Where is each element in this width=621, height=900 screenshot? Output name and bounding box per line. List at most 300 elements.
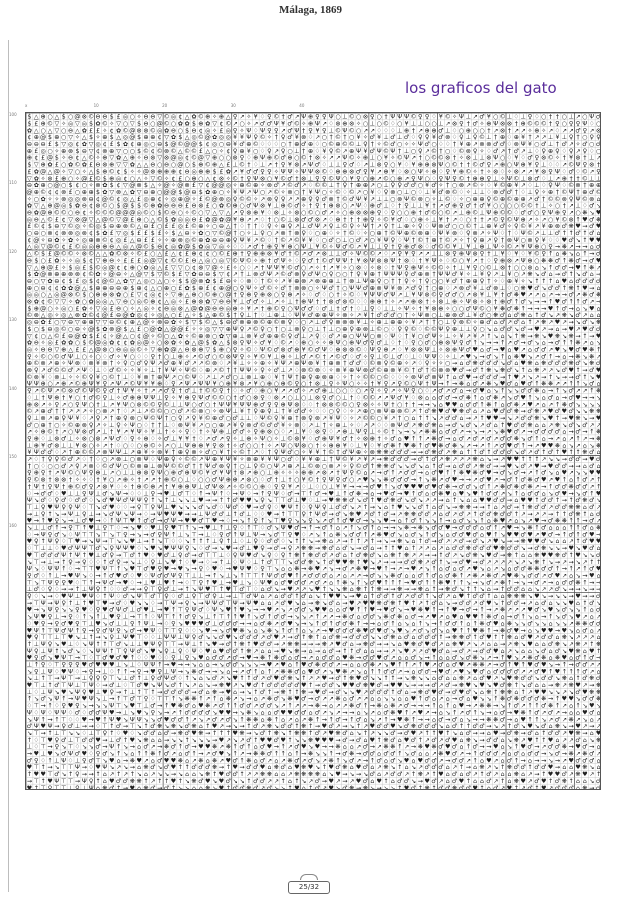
- svg-text:⊖: ⊖: [41, 285, 46, 292]
- svg-text:↗: ↗: [500, 456, 505, 463]
- svg-text:£: £: [144, 251, 148, 258]
- svg-text:♀: ♀: [589, 134, 594, 141]
- svg-text:♢: ♢: [246, 155, 252, 162]
- svg-text:⊗: ⊗: [123, 223, 128, 230]
- svg-text:©: ©: [349, 291, 355, 299]
- svg-text:†: †: [295, 415, 298, 422]
- svg-text:♢: ♢: [500, 168, 506, 175]
- svg-text:†: †: [343, 134, 346, 141]
- svg-text:⌂: ⌂: [411, 415, 415, 422]
- svg-text:○: ○: [130, 148, 135, 155]
- svg-text:♀: ♀: [596, 168, 601, 175]
- svg-text:♂: ♂: [178, 408, 184, 415]
- svg-text:⊕: ⊕: [521, 216, 526, 223]
- svg-text:⌂: ⌂: [521, 490, 525, 497]
- svg-text:↗: ↗: [308, 388, 313, 395]
- svg-text:⊗: ⊗: [342, 299, 347, 306]
- svg-text:£: £: [69, 244, 73, 251]
- svg-text:⊕: ⊕: [260, 388, 265, 395]
- svg-text:✧: ✧: [377, 216, 382, 223]
- svg-text:♢: ♢: [562, 168, 568, 175]
- svg-text:○: ○: [253, 148, 258, 155]
- svg-text:Ψ: Ψ: [246, 127, 251, 134]
- svg-text:♢: ♢: [253, 415, 259, 422]
- svg-text:©: ©: [205, 161, 211, 169]
- svg-text:▽: ▽: [54, 120, 59, 127]
- svg-text:$: $: [137, 148, 141, 155]
- svg-text:○: ○: [212, 422, 217, 429]
- svg-text:⌂: ⌂: [535, 422, 539, 429]
- svg-text:£: £: [130, 257, 134, 264]
- svg-text:△: △: [205, 312, 210, 319]
- svg-text:△: △: [185, 305, 190, 312]
- svg-text:¢: ¢: [34, 155, 38, 162]
- svg-text:✧: ✧: [479, 148, 484, 155]
- svg-text:↗: ↗: [95, 449, 100, 456]
- svg-text:↗: ↗: [329, 155, 334, 162]
- svg-text:○: ○: [47, 114, 52, 121]
- svg-text:⊥: ⊥: [541, 162, 546, 169]
- svg-text:♥: ♥: [520, 394, 526, 401]
- svg-text:⊗: ⊗: [315, 168, 320, 175]
- svg-text:♂: ♂: [232, 319, 238, 326]
- svg-text:¥: ¥: [247, 148, 251, 155]
- svg-text:↗: ↗: [596, 155, 601, 162]
- svg-text:❋: ❋: [582, 292, 587, 299]
- svg-text:©: ©: [33, 476, 39, 484]
- svg-text:✧: ✧: [239, 127, 244, 134]
- svg-text:▽: ▽: [205, 346, 210, 353]
- svg-text:¢: ¢: [158, 134, 162, 141]
- svg-text:©: ©: [321, 181, 327, 189]
- svg-text:✧: ✧: [404, 319, 409, 326]
- svg-text:♢: ♢: [198, 374, 204, 381]
- svg-text:♂: ♂: [164, 360, 170, 367]
- svg-text:⊥: ⊥: [390, 353, 395, 360]
- svg-text:⊗: ⊗: [555, 223, 560, 230]
- svg-text:♀: ♀: [260, 168, 265, 175]
- svg-text:⊕: ⊕: [233, 251, 238, 258]
- svg-text:♢: ♢: [116, 442, 122, 449]
- svg-text:$: $: [69, 182, 73, 189]
- svg-text:◎: ◎: [123, 244, 129, 251]
- svg-text:⊗: ⊗: [82, 251, 87, 258]
- svg-text:✧: ✧: [349, 422, 354, 429]
- svg-text:†: †: [426, 381, 429, 388]
- svg-text:©: ©: [307, 366, 313, 374]
- svg-text:♀: ♀: [439, 175, 444, 182]
- svg-text:♀: ♀: [391, 237, 396, 244]
- svg-text:⊥: ⊥: [376, 244, 381, 251]
- svg-text:✧: ✧: [329, 189, 334, 196]
- svg-text:⊕: ⊕: [260, 257, 265, 264]
- svg-text:↗: ↗: [274, 442, 279, 449]
- svg-text:◎: ◎: [150, 264, 156, 271]
- svg-text:Ψ: Ψ: [377, 292, 382, 299]
- svg-text:♂: ♂: [486, 490, 492, 497]
- svg-text:♢: ♢: [116, 483, 122, 490]
- svg-text:○: ○: [507, 162, 512, 169]
- svg-text:Ψ: Ψ: [240, 189, 245, 196]
- svg-text:↗: ↗: [390, 381, 395, 388]
- svg-text:✧: ✧: [431, 360, 436, 367]
- svg-text:♂: ♂: [445, 408, 451, 415]
- svg-text:↗: ↗: [459, 353, 464, 360]
- svg-text:♢: ♢: [507, 141, 513, 148]
- svg-text:¢: ¢: [55, 285, 59, 292]
- svg-text:✧: ✧: [233, 264, 238, 271]
- svg-text:♢: ♢: [198, 435, 204, 442]
- svg-text:©: ©: [479, 133, 485, 141]
- svg-text:⊥: ⊥: [472, 271, 477, 278]
- svg-text:Ψ: Ψ: [246, 367, 251, 374]
- svg-text:⊥: ⊥: [438, 312, 443, 319]
- svg-text:†: †: [227, 367, 230, 374]
- svg-text:⊗: ⊗: [294, 271, 299, 278]
- svg-text:$: $: [199, 312, 203, 319]
- svg-text:$: $: [110, 134, 114, 141]
- svg-text:♢: ♢: [253, 346, 259, 353]
- svg-text:♥: ♥: [466, 470, 472, 477]
- svg-text:♢: ♢: [411, 257, 417, 264]
- svg-text:Ψ: Ψ: [192, 470, 197, 477]
- svg-text:⌂: ⌂: [542, 388, 546, 395]
- svg-text:↗: ↗: [493, 271, 498, 278]
- svg-text:⊕: ⊕: [116, 223, 121, 230]
- svg-text:⊕: ⊕: [370, 203, 375, 210]
- svg-text:⌂: ⌂: [576, 305, 580, 312]
- svg-text:♢: ♢: [370, 442, 376, 449]
- svg-text:£: £: [82, 346, 86, 353]
- svg-text:↗: ↗: [322, 223, 327, 230]
- svg-text:£: £: [48, 141, 52, 148]
- svg-text:¢: ¢: [219, 120, 223, 127]
- svg-text:Ψ: Ψ: [192, 483, 197, 490]
- svg-text:@: @: [177, 161, 183, 169]
- svg-text:⊕: ⊕: [363, 216, 368, 223]
- svg-text:↘: ↘: [431, 401, 436, 408]
- svg-text:©: ©: [211, 393, 217, 401]
- svg-text:⊥: ⊥: [34, 504, 39, 511]
- svg-text:⊥: ⊥: [171, 490, 176, 497]
- svg-text:⊗: ⊗: [493, 285, 498, 292]
- svg-text:○: ○: [157, 223, 162, 230]
- svg-text:♂: ♂: [575, 360, 581, 367]
- svg-text:⊕: ⊕: [246, 319, 251, 326]
- svg-text:♀: ♀: [308, 127, 313, 134]
- svg-text:○: ○: [34, 326, 39, 333]
- svg-text:✧: ✧: [260, 182, 265, 189]
- svg-text:†: †: [467, 162, 470, 169]
- svg-text:○: ○: [479, 326, 484, 333]
- svg-text:↑: ↑: [431, 463, 436, 470]
- svg-text:↑: ↑: [562, 257, 567, 264]
- svg-text:©: ©: [582, 174, 588, 182]
- svg-text:†: †: [419, 257, 422, 264]
- svg-text:○: ○: [212, 148, 217, 155]
- svg-text:♀: ♀: [192, 394, 197, 401]
- svg-text:→: →: [569, 374, 574, 381]
- svg-text:⊗: ⊗: [68, 271, 73, 278]
- svg-text:⊗: ⊗: [246, 477, 251, 484]
- svg-text:✧: ✧: [383, 435, 388, 442]
- svg-text:©: ©: [410, 113, 416, 121]
- svg-text:▽: ▽: [116, 299, 121, 306]
- svg-text:¥: ¥: [281, 244, 285, 251]
- svg-text:○: ○: [438, 319, 443, 326]
- svg-text:❋: ❋: [548, 381, 553, 388]
- svg-text:⊖: ⊖: [150, 114, 155, 121]
- svg-text:©: ©: [314, 352, 320, 360]
- svg-text:♀: ♀: [384, 244, 389, 251]
- svg-text:♥: ♥: [527, 285, 533, 292]
- svg-text:♂: ♂: [534, 477, 540, 484]
- svg-text:♂: ♂: [507, 477, 513, 484]
- svg-text:↗: ↗: [329, 353, 334, 360]
- svg-text:♂: ♂: [568, 168, 574, 175]
- svg-text:♂: ♂: [349, 360, 355, 367]
- svg-text:↘: ↘: [548, 312, 553, 319]
- svg-text:⊗: ⊗: [54, 435, 59, 442]
- svg-text:→: →: [411, 477, 416, 484]
- svg-text:♀: ♀: [247, 175, 252, 182]
- svg-text:↘: ↘: [486, 456, 491, 463]
- svg-text:⊗: ⊗: [329, 299, 334, 306]
- svg-text:⊕: ⊕: [281, 223, 286, 230]
- svg-text:↘: ↘: [582, 360, 587, 367]
- svg-text:⊕: ⊕: [452, 299, 457, 306]
- svg-text:▽: ▽: [61, 299, 66, 306]
- svg-text:¥: ¥: [178, 435, 182, 442]
- svg-text:↑: ↑: [575, 285, 580, 292]
- svg-text:⊗: ⊗: [82, 429, 87, 436]
- svg-text:⊗: ⊗: [47, 230, 52, 237]
- svg-text:⊕: ⊕: [322, 435, 327, 442]
- svg-text:↗: ↗: [541, 134, 546, 141]
- svg-text:↘: ↘: [596, 203, 601, 210]
- svg-text:✧: ✧: [191, 326, 196, 333]
- svg-text:♢: ♢: [260, 216, 266, 223]
- svg-text:↗: ↗: [281, 127, 286, 134]
- svg-text:♂: ♂: [308, 257, 314, 264]
- svg-text:→: →: [479, 429, 484, 436]
- svg-text:○: ○: [150, 251, 155, 258]
- svg-text:Ψ: Ψ: [164, 374, 169, 381]
- svg-text:♥: ♥: [507, 442, 513, 449]
- svg-text:↗: ↗: [582, 435, 587, 442]
- svg-text:♂: ♂: [527, 209, 533, 216]
- svg-text:↑: ↑: [521, 442, 526, 449]
- svg-text:↗: ↗: [493, 483, 498, 490]
- svg-text:†: †: [151, 374, 154, 381]
- svg-text:✿: ✿: [34, 299, 39, 306]
- svg-text:♂: ♂: [198, 401, 204, 408]
- svg-text:↑: ↑: [562, 340, 567, 347]
- svg-text:¢: ¢: [206, 182, 210, 189]
- svg-text:○: ○: [47, 182, 52, 189]
- svg-text:Ψ: Ψ: [356, 429, 361, 436]
- svg-text:↗: ↗: [445, 120, 450, 127]
- svg-text:Ψ: Ψ: [301, 360, 306, 367]
- svg-text:→: →: [418, 449, 423, 456]
- svg-text:↗: ↗: [473, 463, 478, 470]
- svg-text:⊥: ⊥: [328, 305, 333, 312]
- svg-text:♀: ♀: [473, 237, 478, 244]
- svg-text:♂: ♂: [404, 477, 410, 484]
- svg-text:⊕: ⊕: [102, 168, 107, 175]
- svg-text:▽: ▽: [61, 141, 66, 148]
- svg-text:⊕: ⊕: [212, 162, 217, 169]
- svg-text:£: £: [27, 168, 31, 175]
- svg-text:†: †: [446, 182, 449, 189]
- svg-text:©: ©: [198, 133, 204, 141]
- svg-text:Ψ: Ψ: [576, 196, 581, 203]
- svg-text:©: ©: [40, 188, 46, 196]
- svg-text:¥: ¥: [233, 456, 237, 463]
- svg-text:©: ©: [143, 482, 149, 490]
- svg-text:✿: ✿: [54, 237, 59, 244]
- svg-text:→: →: [569, 463, 574, 470]
- svg-text:○: ○: [267, 326, 272, 333]
- svg-text:○: ○: [157, 340, 162, 347]
- svg-text:↗: ↗: [582, 340, 587, 347]
- svg-text:Ψ: Ψ: [109, 435, 114, 442]
- svg-text:↗: ↗: [575, 148, 580, 155]
- svg-text:○: ○: [40, 292, 45, 299]
- svg-text:↗: ↗: [54, 388, 59, 395]
- svg-text:¥: ¥: [542, 223, 546, 230]
- svg-text:❋: ❋: [431, 435, 436, 442]
- svg-text:○: ○: [541, 244, 546, 251]
- svg-text:↗: ↗: [507, 319, 512, 326]
- svg-text:©: ©: [246, 345, 252, 353]
- svg-text:♂: ♂: [500, 189, 506, 196]
- svg-text:✧: ✧: [527, 127, 532, 134]
- svg-text:△: △: [137, 175, 142, 182]
- svg-text:⊕: ⊕: [342, 429, 347, 436]
- svg-text:¥: ¥: [501, 251, 505, 258]
- svg-text:†: †: [117, 374, 120, 381]
- svg-text:©: ©: [95, 387, 101, 395]
- svg-text:♂: ♂: [527, 340, 533, 347]
- svg-text:♂: ♂: [596, 326, 601, 333]
- svg-text:⊕: ⊕: [479, 196, 484, 203]
- svg-text:↗: ↗: [452, 216, 457, 223]
- svg-text:→: →: [541, 374, 546, 381]
- svg-text:✧: ✧: [459, 196, 464, 203]
- svg-text:♀: ♀: [541, 148, 546, 155]
- svg-text:↗: ↗: [514, 244, 519, 251]
- svg-text:✧: ✧: [253, 340, 258, 347]
- svg-text:○: ○: [459, 127, 464, 134]
- svg-text:⊕: ⊕: [377, 230, 382, 237]
- svg-text:♥: ♥: [459, 490, 465, 497]
- svg-text:→: →: [541, 463, 546, 470]
- svg-text:⊥: ⊥: [212, 374, 217, 381]
- svg-text:✧: ✧: [212, 127, 217, 134]
- svg-text:♂: ♂: [376, 340, 382, 347]
- svg-text:†: †: [371, 312, 374, 319]
- svg-text:†: †: [158, 367, 161, 374]
- svg-text:♢: ♢: [267, 209, 273, 216]
- svg-text:⊕: ⊕: [329, 278, 334, 285]
- svg-text:⌂: ⌂: [597, 305, 601, 312]
- svg-text:✿: ✿: [198, 230, 203, 237]
- svg-text:⊕: ⊕: [95, 292, 100, 299]
- svg-text:○: ○: [226, 346, 231, 353]
- svg-text:↘: ↘: [507, 394, 512, 401]
- svg-text:⊥: ⊥: [239, 435, 244, 442]
- svg-text:▽: ▽: [75, 120, 80, 127]
- svg-text:Ψ: Ψ: [89, 388, 94, 395]
- svg-text:↗: ↗: [281, 278, 286, 285]
- svg-text:✿: ✿: [123, 141, 128, 148]
- svg-text:↗: ↗: [575, 292, 580, 299]
- svg-text:▽: ▽: [157, 155, 162, 162]
- svg-text:†: †: [275, 326, 278, 333]
- svg-text:♀: ♀: [411, 340, 416, 347]
- svg-text:⌂: ⌂: [494, 422, 498, 429]
- svg-text:⊗: ⊗: [315, 278, 320, 285]
- svg-text:○: ○: [308, 326, 313, 333]
- svg-text:⊕: ⊕: [287, 155, 292, 162]
- svg-text:©: ©: [335, 126, 341, 134]
- svg-text:†: †: [316, 442, 319, 449]
- svg-text:○: ○: [397, 312, 402, 319]
- svg-text:✧: ✧: [82, 326, 87, 333]
- svg-text:♂: ♂: [527, 415, 533, 422]
- svg-text:♥: ♥: [514, 346, 520, 353]
- svg-text:£: £: [151, 223, 155, 230]
- svg-text:©: ©: [431, 154, 437, 162]
- svg-text:©: ©: [541, 119, 547, 127]
- svg-text:⌂: ⌂: [576, 251, 580, 258]
- svg-text:†: †: [350, 394, 353, 401]
- svg-text:♂: ♂: [376, 312, 382, 319]
- svg-text:❋: ❋: [582, 209, 587, 216]
- svg-text:▽: ▽: [27, 264, 32, 271]
- svg-text:○: ○: [562, 114, 567, 121]
- svg-text:◎: ◎: [226, 305, 232, 312]
- svg-text:♢: ♢: [534, 148, 540, 155]
- svg-text:Ψ: Ψ: [315, 271, 320, 278]
- svg-text:¢: ¢: [96, 148, 100, 155]
- svg-text:△: △: [96, 216, 101, 223]
- svg-text:¥: ¥: [219, 456, 223, 463]
- svg-text:⊗: ⊗: [61, 230, 66, 237]
- svg-text:♂: ♂: [589, 463, 595, 470]
- svg-text:⊕: ⊕: [294, 346, 299, 353]
- svg-text:♂: ♂: [390, 134, 396, 141]
- svg-text:↗: ↗: [438, 415, 443, 422]
- svg-text:⊗: ⊗: [150, 155, 155, 162]
- svg-text:○: ○: [61, 127, 66, 134]
- svg-text:✿: ✿: [95, 271, 100, 278]
- svg-text:⊗: ⊗: [390, 422, 395, 429]
- svg-text:↗: ↗: [493, 442, 498, 449]
- svg-text:◎: ◎: [75, 264, 81, 271]
- svg-text:£: £: [62, 333, 66, 340]
- svg-text:⊥: ⊥: [486, 292, 491, 299]
- svg-text:⊕: ⊕: [41, 408, 46, 415]
- svg-text:⊥: ⊥: [253, 230, 258, 237]
- svg-text:↗: ↗: [541, 216, 546, 223]
- svg-text:⊖: ⊖: [185, 346, 190, 353]
- svg-text:$: $: [110, 182, 114, 189]
- svg-text:✧: ✧: [521, 278, 526, 285]
- svg-text:©: ©: [198, 113, 204, 121]
- svg-text:⊥: ⊥: [280, 367, 285, 374]
